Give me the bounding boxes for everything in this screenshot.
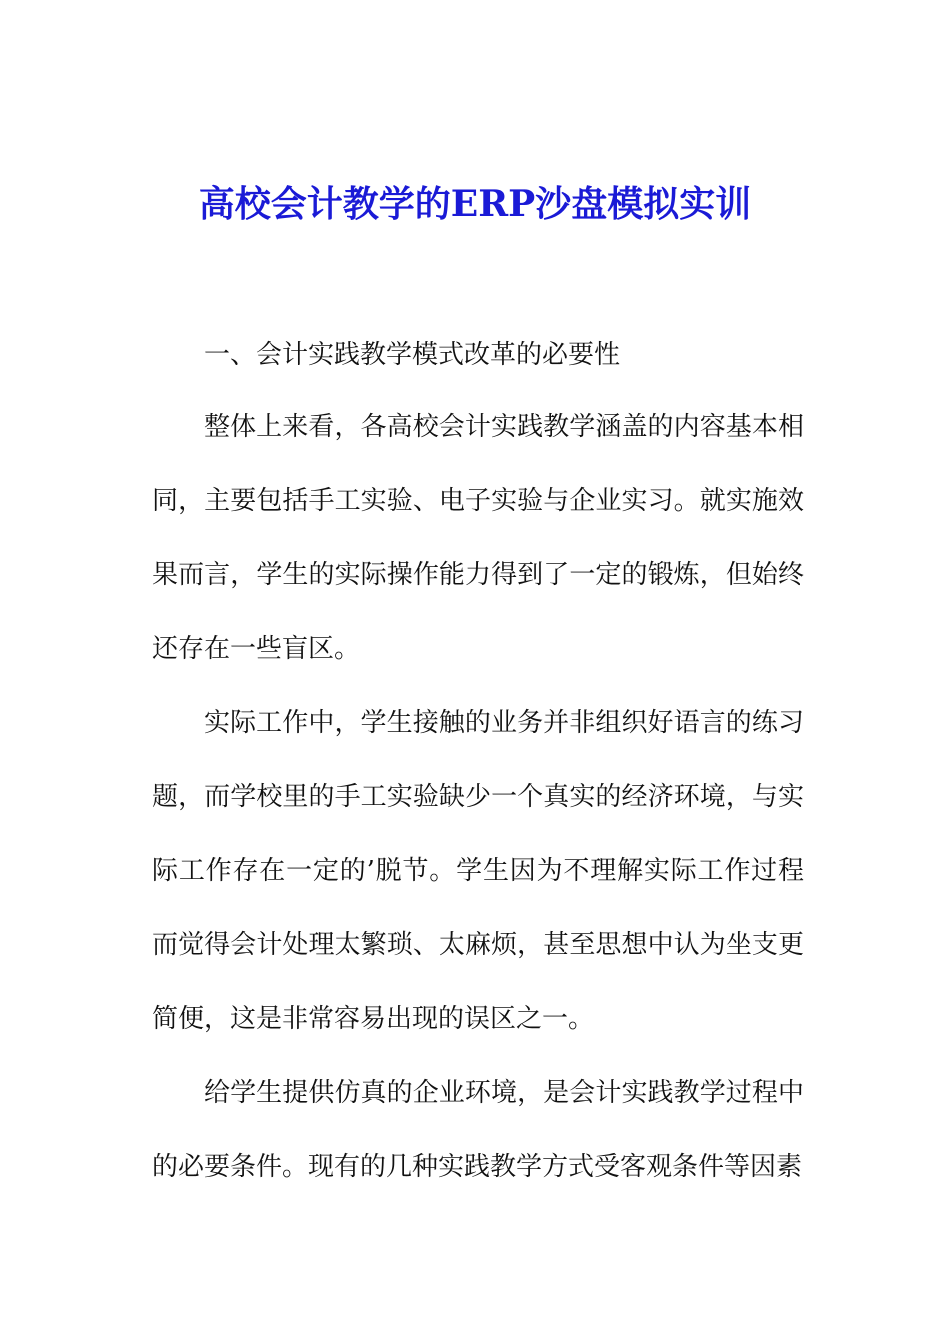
paragraph-2: 实际工作中，学生接触的业务并非组织好语言的练习题，而学校里的手工实验缺少一个真实的经济环境，与实际工作存在一定的’脱节。学生因为不理解实际工作过程而觉得会计处理太繁琐、太麻烦，甚至思想中认为坐支更简便，这是非常容易出现的误区之一。 <box>152 708 804 1034</box>
paragraph-3: 给学生提供仿真的企业环境，是会计实践教学过程中的必要条件。现有的几种实践教学方式受客观条件等因素 <box>152 1078 804 1182</box>
paragraph-1: 整体上来看，各高校会计实践教学涵盖的内容基本相同，主要包括手工实验、电子实验与企业实习。就实施效果而言，学生的实际操作能力得到了一定的锻炼，但始终还存在一些盲区。 <box>152 412 804 664</box>
section-heading: 一、会计实践教学模式改革的必要性 <box>204 340 621 370</box>
document-title: 高校会计教学的ERP沙盘模拟实训 <box>198 183 752 225</box>
